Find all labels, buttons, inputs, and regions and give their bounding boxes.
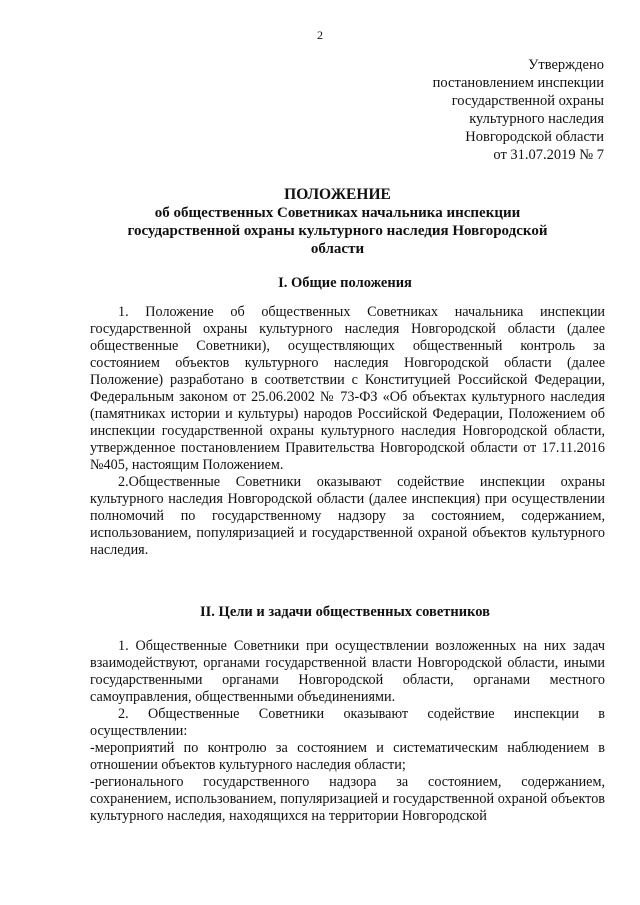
section-2-paragraph-1: 1. Общественные Советники при осуществлении возложенных на них задач взаимодействуют, органами государственной власти Новгородской области, иными государственными органами Новгородской области, органами местного самоуправления, общественными объединениями. [90, 638, 605, 705]
approval-line: Новгородской области [465, 129, 604, 145]
approval-line: государственной охраны [451, 93, 604, 109]
approval-line: постановлением инспекции [432, 75, 604, 91]
approval-line: культурного наследия [469, 111, 604, 127]
title-subtitle-line: государственной охраны культурного наследия Новгородской [127, 223, 548, 239]
section-2-paragraph-2: 2. Общественные Советники оказывают содействие инспекции в осуществлении: [90, 706, 605, 739]
title-subtitle-line: об общественных Советниках начальника инспекции [154, 205, 521, 221]
section-2-heading: II. Цели и задачи общественных советников [200, 604, 490, 620]
title-subtitle-line: области [310, 241, 365, 257]
section-1-paragraph-1: 1. Положение об общественных Советниках начальника инспекции государственной охраны культурного наследия Новгородской области (далее общественные Советники), осуществляющих общественный контроль за состоянием объектов культурного наследия Новгородской области (далее Положение) разработано в соответствии с Конституцией Российской Федерации, Федеральным законом от 25.06.2002 № 73-ФЗ «Об объектах культурного наследия (памятниках истории и культуры) народов Российской Федерации, Положением об инспекции государственной охраны культурного наследия Новгородской области, утвержденное постановлением Правительства Новгородской области от 17.11.2016 №405, настоящим Положением. [90, 304, 605, 473]
section-2-list-item: -регионального государственного надзора за состоянием, содержанием, сохранением, использованием, популяризацией и государственной охраной объектов культурного наследия, находящихся на территории Новгородской [90, 774, 605, 824]
section-2-list-item: -мероприятий по контролю за состоянием и систематическим наблюдением в отношении объектов культурного наследия области; [90, 740, 605, 773]
approval-line: Утверждено [528, 57, 604, 73]
approval-date-line: от 31.07.2019 № 7 [493, 147, 604, 163]
title-main: ПОЛОЖЕНИЕ [284, 186, 391, 203]
page-number: 2 [317, 28, 323, 42]
document-title [60, 186, 615, 258]
section-2-body [90, 638, 605, 825]
approval-stamp [344, 56, 604, 164]
section-1-heading: I. Общие положения [278, 275, 412, 291]
section-1-paragraph-2: 2.Общественные Советники оказывают содействие инспекции охраны культурного наследия Новгородской области (далее инспекция) при осуществлении полномочий по государственному надзору за состоянием, содержанием, использованием, популяризацией и государственной охраной объектов культурного наследия. [90, 474, 605, 558]
section-1-body [90, 304, 605, 559]
